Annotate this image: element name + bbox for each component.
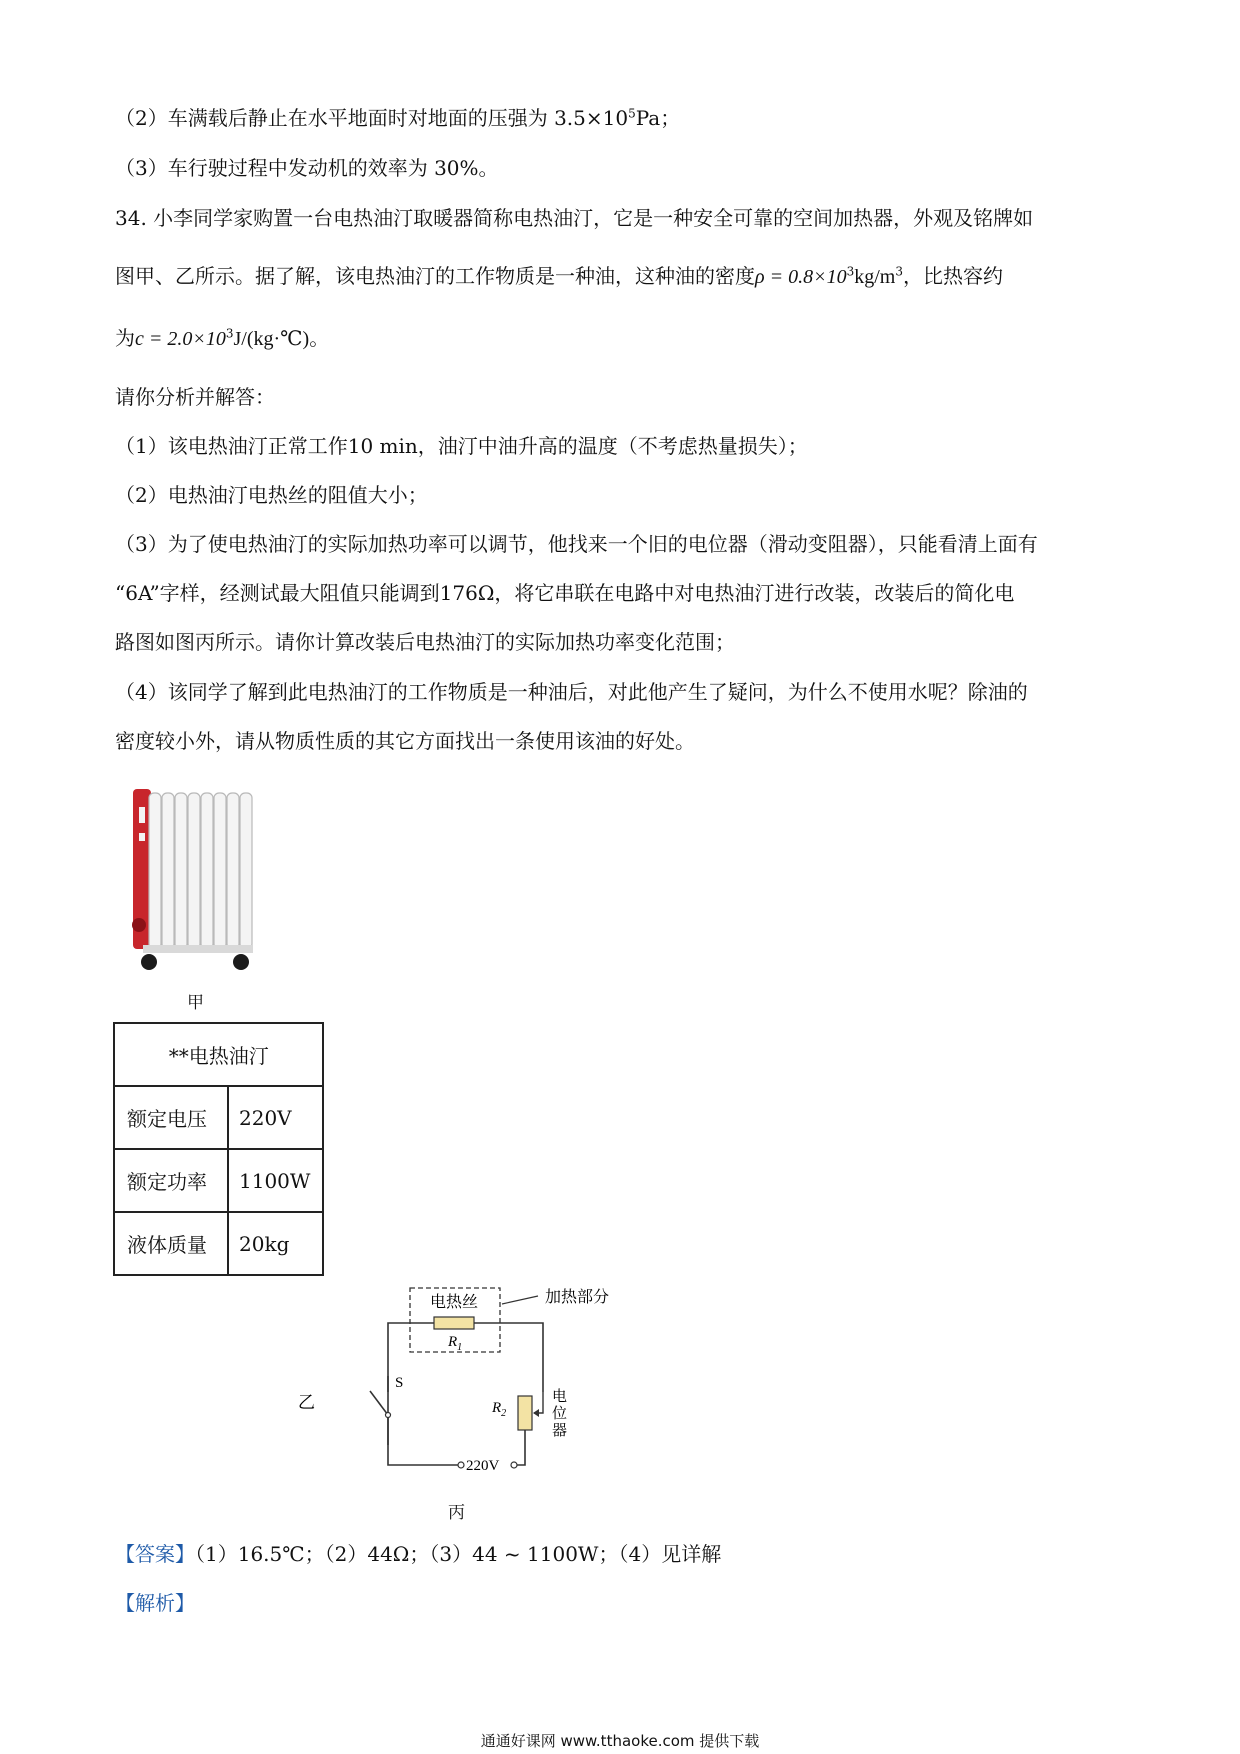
figure-caption-bing: 丙 — [448, 1503, 465, 1523]
nameplate-key: 液体质量 — [114, 1212, 228, 1275]
nameplate-key: 额定电压 — [114, 1086, 228, 1149]
question-34-line-2: 图甲、乙所示。据了解，该电热油汀的工作物质是一种油，这种油的密度$\rho = 0.8\times 10^3kg/m^3$，比热容约 — [115, 264, 1003, 288]
table-row — [114, 1212, 323, 1275]
question-34-line-1: 34. 小李同学家购置一台电热油汀取暖器简称电热油汀，它是一种安全可靠的空间加热器，外观及铭牌如 — [115, 206, 1034, 230]
sub-question-4-line-1: （4）该同学了解到此电热油汀的工作物质是一种油后，对此他产生了疑问，为什么不使用水呢？除油的 — [115, 680, 1028, 704]
page-footer: 通通好课网 www.tthaoke.com 提供下载 — [480, 1732, 760, 1750]
figure-caption-yi: 乙 — [298, 1393, 315, 1413]
potentiometer-r2 — [518, 1396, 532, 1430]
nameplate-value: 220V — [228, 1086, 323, 1149]
sub-question-4-line-2: 密度较小外，请从物质性质的其它方面找出一条使用该油的好处。 — [115, 729, 695, 753]
analysis-heading: 【解析】 — [115, 1591, 195, 1615]
sub-question-2: （2）电热油汀电热丝的阻值大小； — [115, 483, 428, 507]
question-34-line-3: 为$c = 2.0\times 10^3J/(kg\cdot℃)$。 — [115, 326, 330, 350]
switch-s — [370, 1391, 388, 1415]
heater-wheel — [233, 954, 249, 970]
nameplate-value: 20kg — [228, 1212, 323, 1275]
sub-question-3-line-1: （3）为了使电热油汀的实际加热功率可以调节，他找来一个旧的电位器（滑动变阻器），只能看清上面有 — [115, 532, 1038, 556]
figure-caption-jia: 甲 — [187, 993, 204, 1013]
instruction-text: 请你分析并解答： — [115, 385, 275, 409]
table-row — [114, 1149, 323, 1212]
answer-line-3: （3）车行驶过程中发动机的效率为 30%。 — [115, 156, 499, 180]
table-row — [114, 1086, 323, 1149]
switch-label: S — [395, 1375, 404, 1391]
table-row — [114, 1023, 323, 1086]
potentiometer-label-3: 器 — [552, 1421, 568, 1439]
nameplate-key: 额定功率 — [114, 1149, 228, 1212]
oil-heater-image — [125, 785, 260, 975]
source-label: 220V — [466, 1458, 500, 1474]
r1-label: $R_1$ — [448, 1334, 463, 1353]
resistor-r1 — [434, 1317, 474, 1329]
nameplate-value: 1100W — [228, 1149, 323, 1212]
potentiometer-label-2: 位 — [552, 1404, 568, 1422]
heater-wheel — [141, 954, 157, 970]
answer-line: 【答案】（1）16.5℃；（2）44Ω；（3）44 ~ 1100W；（4）见详解 — [115, 1542, 722, 1566]
potentiometer-label-1: 电 — [552, 1387, 568, 1405]
sub-question-3-line-3: 路图如图丙所示。请你计算改装后电热油汀的实际加热功率变化范围； — [115, 630, 735, 654]
sub-question-3-line-2: “6A”字样，经测试最大阻值只能调到176Ω，将它串联在电路中对电热油汀进行改装，改装后的简化电 — [115, 581, 1015, 605]
heater-fins — [149, 793, 252, 949]
heater-wire-label: 电热丝 — [429, 1294, 479, 1311]
answer-label: 【答案】 — [115, 1542, 195, 1566]
nameplate-table — [113, 1022, 324, 1276]
sub-question-1: （1）该电热油汀正常工作10 min，油汀中油升高的温度（不考虑热量损失）； — [115, 434, 808, 458]
nameplate-title: **电热油汀 — [114, 1023, 323, 1086]
heating-part-label: 加热部分 — [545, 1289, 610, 1306]
circuit-diagram — [298, 1280, 640, 1474]
answer-line-2: （2）车满载后静止在水平地面时对地面的压强为 $3.5\times 10^5Pa$； — [115, 106, 681, 130]
r2-label: $R_2$ — [492, 1400, 507, 1419]
